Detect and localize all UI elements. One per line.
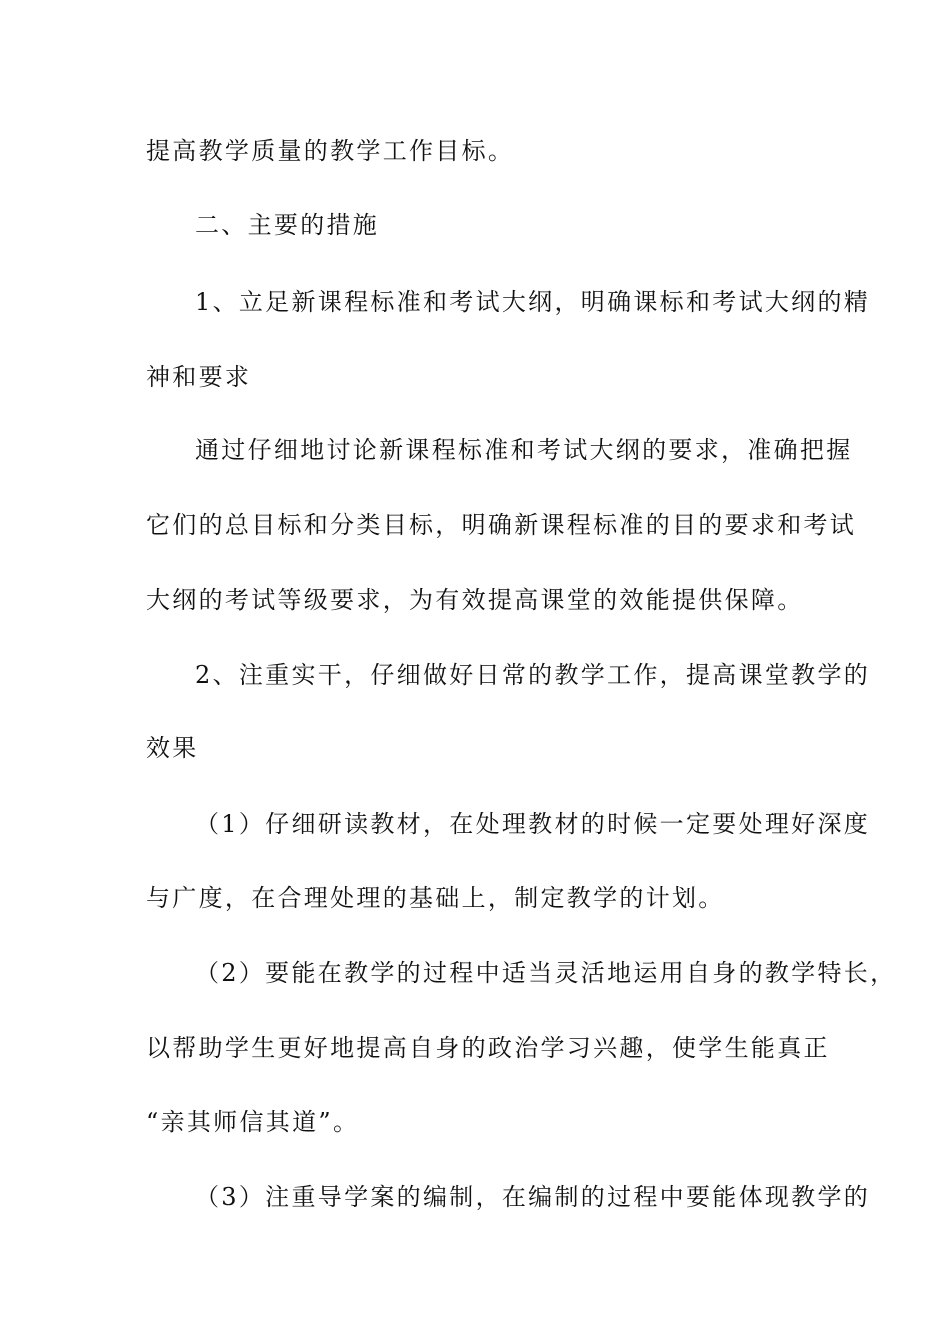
body-text-line: “亲其师信其道”。 (146, 1108, 360, 1136)
body-text-line: 以帮助学生更好地提高自身的政治学习兴趣，使学生能真正 (146, 1034, 830, 1062)
section-heading: 二、主要的措施 (195, 211, 380, 239)
sub-item-line: （2）要能在教学的过程中适当灵活地运用自身的教学特长， (195, 959, 897, 987)
item-heading-continued: 效果 (146, 734, 199, 762)
body-text-line: 大纲的考试等级要求，为有效提高课堂的效能提供保障。 (146, 586, 804, 614)
item-heading-continued: 神和要求 (146, 363, 252, 391)
sub-item-line: （3）注重导学案的编制，在编制的过程中要能体现教学的 (195, 1183, 871, 1211)
sub-item-line: （1）仔细研读教材，在处理教材的时候一定要处理好深度 (195, 810, 871, 838)
body-text-line: 与广度，在合理处理的基础上，制定教学的计划。 (146, 884, 725, 912)
body-text-line: 它们的总目标和分类目标，明确新课程标准的目的要求和考试 (146, 511, 857, 539)
item-heading: 2、注重实干，仔细做好日常的教学工作，提高课堂教学的 (195, 661, 871, 689)
body-text-line: 提高教学质量的教学工作目标。 (146, 137, 515, 165)
item-heading: 1、立足新课程标准和考试大纲，明确课标和考试大纲的精 (195, 288, 871, 316)
body-text-line: 通过仔细地讨论新课程标准和考试大纲的要求，准确把握 (195, 436, 853, 464)
